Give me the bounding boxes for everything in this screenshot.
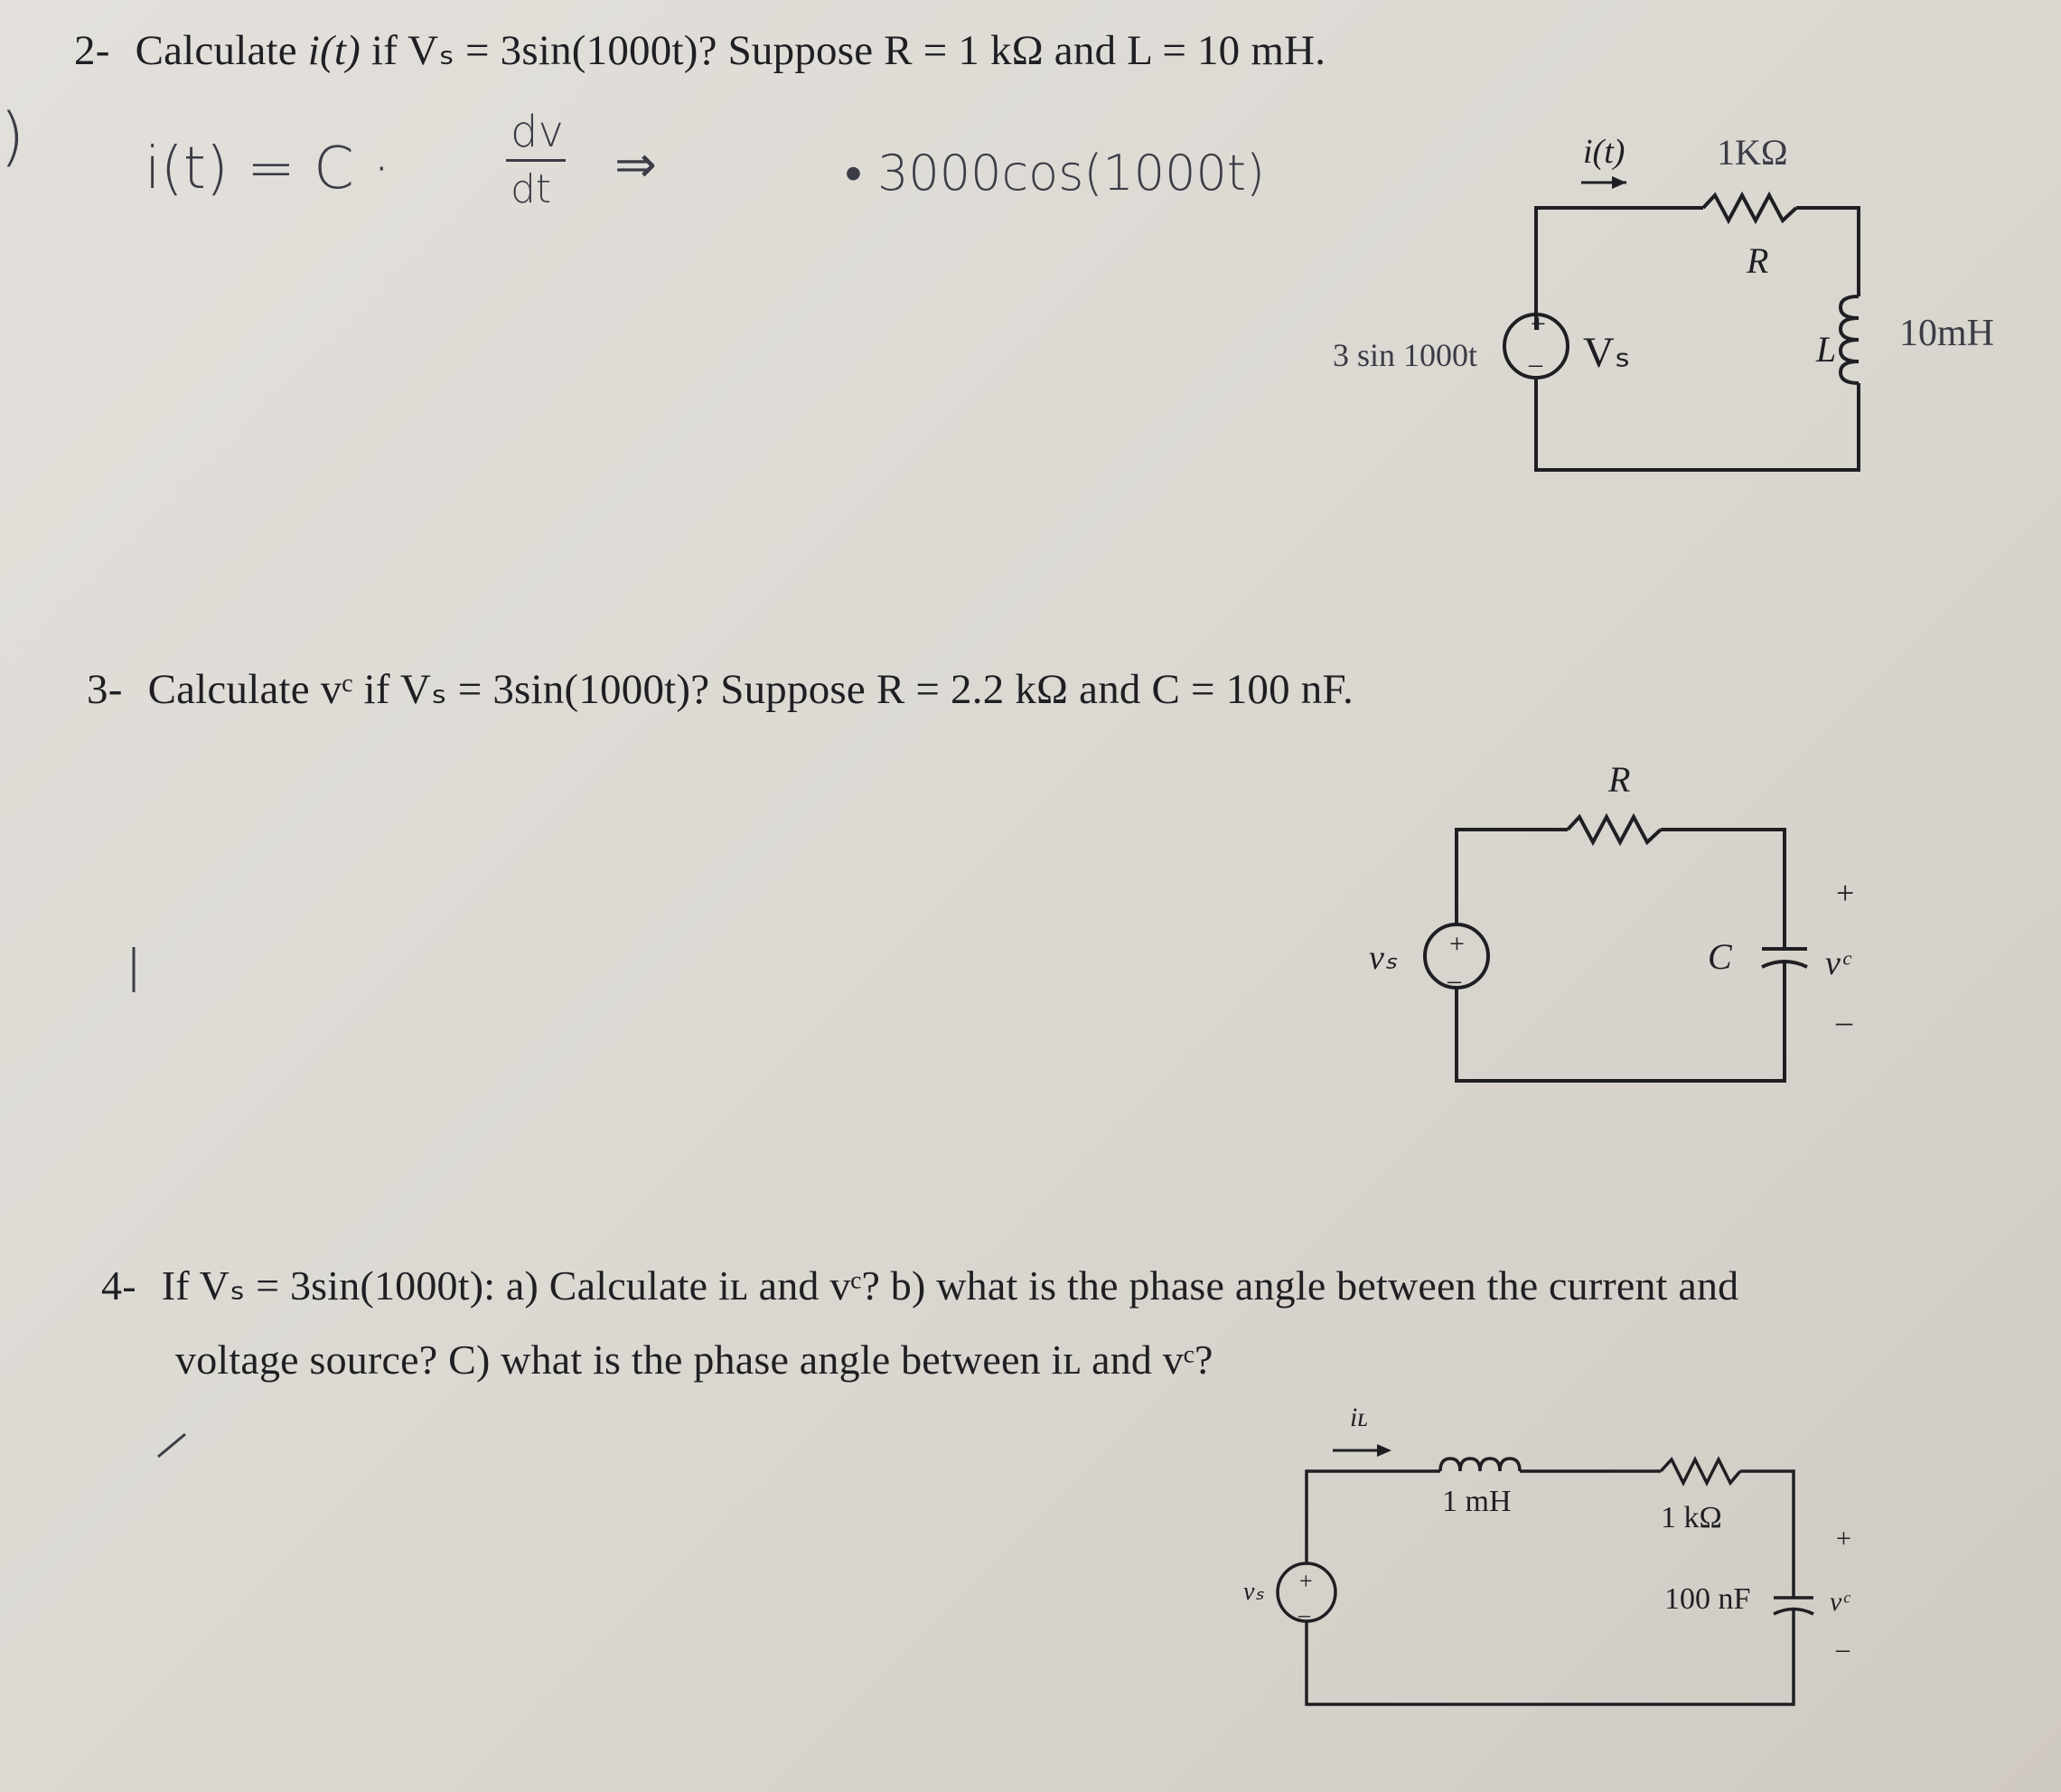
handwritten-fraction-bar [506, 159, 566, 162]
q3-source-minus: – [1447, 965, 1461, 995]
q2-current-label: i(t) [1583, 133, 1625, 171]
question-4-text-2: voltage source? C) what is the phase angle between iʟ and vᶜ? [175, 1337, 1213, 1383]
q4-vc-plus: + [1836, 1524, 1851, 1553]
q4-current-label: iʟ [1350, 1403, 1369, 1432]
question-3-number: 3- [87, 666, 123, 713]
q3-vc-plus: + [1836, 875, 1855, 911]
handwritten-resistor-value: 1KΩ [1717, 132, 1788, 173]
handwritten-dt: dt [511, 166, 552, 212]
handwritten-implies-arrow: ⇒ [614, 136, 657, 194]
q4-capacitor-label: 100 nF [1664, 1582, 1751, 1616]
q4-vc-label: vᶜ [1830, 1587, 1850, 1617]
question-2 [74, 25, 1326, 75]
q4-source-label: vₛ [1243, 1578, 1264, 1606]
q4-vc-minus: – [1836, 1634, 1850, 1664]
q2-inductor-label: L [1816, 329, 1837, 370]
question-2-text-pre: Calculate [135, 27, 308, 74]
q3-resistor-label: R [1608, 759, 1631, 800]
question-4-line-1 [101, 1261, 1738, 1309]
q2-resistor-label: R [1747, 240, 1769, 281]
handwritten-equation-left: i(t) = C · [145, 136, 391, 202]
q2-source-label: Vₛ [1583, 329, 1631, 377]
q3-source-plus: + [1449, 929, 1465, 959]
handwritten-inductor-value: 10mH [1899, 313, 1994, 354]
q2-source-plus: + [1531, 309, 1546, 339]
handwritten-left-mark: ) [0, 99, 25, 174]
q4-resistor-label: 1 kΩ [1661, 1501, 1722, 1534]
q2-source-minus: – [1529, 349, 1542, 379]
question-4-number: 4- [101, 1262, 136, 1309]
question-4-text-1: If Vₛ = 3sin(1000t): a) Calculate iʟ and vᶜ? b) what is the phase angle between the current and [161, 1262, 1739, 1309]
q4-source-minus: – [1298, 1601, 1310, 1628]
question-2-variable: i(t) [307, 27, 361, 74]
question-3 [87, 664, 1354, 714]
q3-source-label: vₛ [1369, 939, 1398, 977]
handwritten-equation-right: • 3000cos(1000t) [845, 145, 1266, 202]
q4-source-plus: + [1299, 1568, 1313, 1594]
question-2-text-post: if Vₛ = 3sin(1000t)? Suppose R = 1 kΩ and L = 10 mH. [361, 27, 1326, 74]
question-4-line-2 [175, 1336, 1213, 1384]
handwritten-dv: dv [511, 107, 564, 157]
q3-capacitor-label: C [1708, 936, 1732, 977]
q3-vc-label: vᶜ [1825, 944, 1850, 982]
question-2-number: 2- [74, 27, 110, 74]
question-3-text: Calculate vᶜ if Vₛ = 3sin(1000t)? Suppose R = 2.2 kΩ and C = 100 nF. [147, 666, 1354, 713]
pencil-tick [158, 1434, 185, 1457]
q3-vc-minus: – [1836, 1003, 1852, 1039]
q4-inductor-label: 1 mH [1442, 1485, 1512, 1518]
handwritten-source-value: 3 sin 1000t [1333, 337, 1478, 373]
